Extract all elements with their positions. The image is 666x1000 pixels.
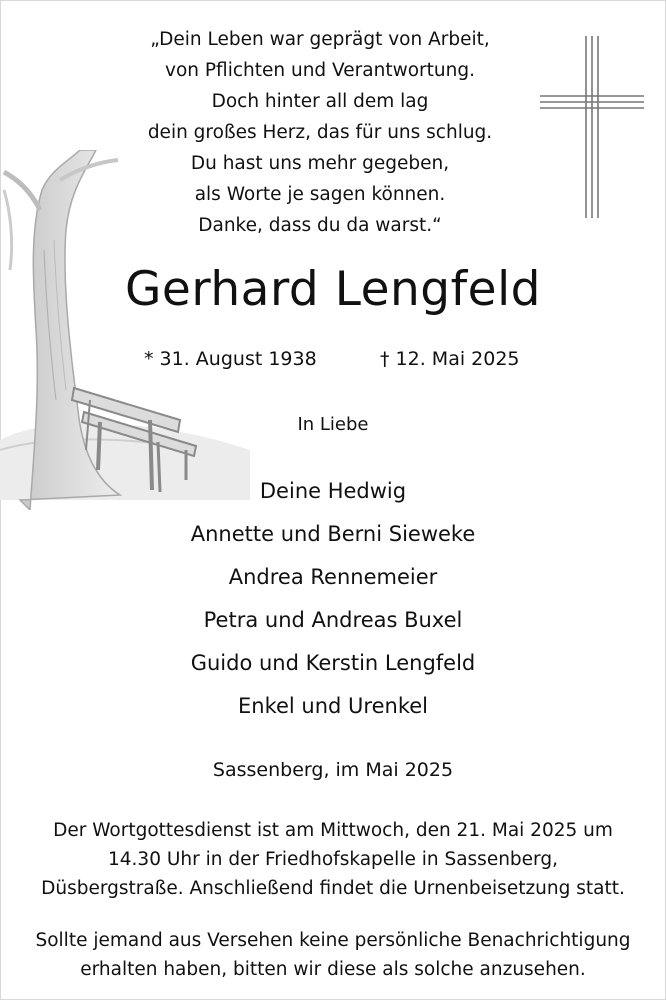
notice-text [0,926,666,984]
service-line: Der Wortgottesdienst ist am Mittwoch, den 21. Mai 2025 um [53,820,613,841]
birth-date: * 31. August 1938 [144,348,317,370]
intro-text: In Liebe [297,414,369,435]
mourner: Andrea Rennemeier [228,565,438,589]
mourners-list [0,470,666,728]
notice-line: Sollte jemand aus Versehen keine persönliche Benachrichtigung [35,930,631,951]
poem-line: Danke, dass du da warst.“ [198,215,442,236]
mourner: Annette und Berni Sieweke [190,522,476,546]
mourner: Petra und Andreas Buxel [203,608,463,632]
place-date: Sassenberg, im Mai 2025 [212,759,454,781]
mourner: Guido und Kerstin Lengfeld [190,651,476,675]
poem [70,24,570,241]
service-info [0,816,666,903]
service-line: 14.30 Uhr in der Friedhofskapelle in Sassenberg, [108,849,558,870]
poem-line: „Dein Leben war geprägt von Arbeit, [150,29,490,50]
death-date: † 12. Mai 2025 [380,348,520,370]
poem-line: als Worte je sagen können. [194,184,446,205]
mourner: Enkel und Urenkel [238,694,428,718]
poem-line: Du hast uns mehr gegeben, [190,153,450,174]
deceased-name: Gerhard Lengfeld [125,262,541,317]
poem-line: dein großes Herz, das für uns schlug. [147,122,493,143]
poem-line: von Pflichten und Verantwortung. [165,60,475,81]
poem-line: Doch hinter all dem lag [211,91,429,112]
mourner: Deine Hedwig [259,479,407,503]
notice-line: erhalten haben, bitten wir diese als solche anzusehen. [80,959,586,980]
service-line: Düsbergstraße. Anschließend findet die Urnenbeisetzung statt. [41,878,625,899]
